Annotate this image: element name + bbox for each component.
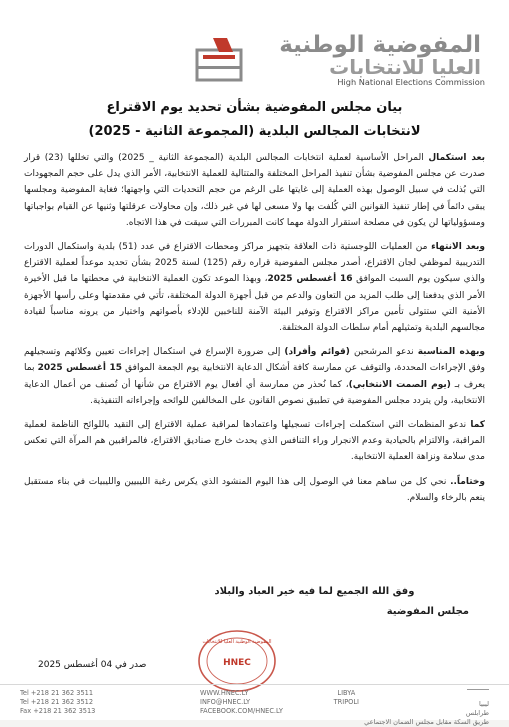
paragraph-4-segment: كما xyxy=(470,420,485,431)
paragraph-3-segment: بما يعرف بـ xyxy=(24,363,485,390)
footer-email[interactable]: INFO@HNEC.LY xyxy=(200,698,251,706)
stamp-center-text: HNEC xyxy=(223,658,251,668)
title-line-2: لانتخابات المجالس البلدية (المجموعة الثانية - 2025) xyxy=(88,124,421,139)
footer-city: طرابلس xyxy=(465,709,489,717)
footer-street: طريق السكة مقابل مجلس الضمان الاجتماعي xyxy=(364,718,489,726)
footer-address xyxy=(364,689,489,727)
footer-country-en: LIBYA xyxy=(337,689,356,697)
paragraph-1 xyxy=(24,150,485,231)
paragraph-2 xyxy=(24,239,485,336)
paragraph-2-segment: 16 أغسطس 2025 xyxy=(267,274,353,285)
paragraph-1-segment: بعد استكمال xyxy=(428,153,486,163)
footer-city-en: TRIPOLI xyxy=(333,698,359,706)
footer-tel-1: Tel +218 21 362 3511 xyxy=(20,689,94,697)
paragraph-3-segment: ، كما نُحذر من ممارسة أي أفعال يوم الاقتراع من شأنها أن تُصنف من أعمال الدعاية الانتخابية، ولن يتردد مجلس المفوضية في تطبيق نصوص القانون على المخالفين للوائحه وإجراءاته التنفيذية. xyxy=(24,379,485,406)
paragraph-3 xyxy=(24,344,485,409)
title-line-1: بيان مجلس المفوضية بشأن تحديد يوم الاقتراع xyxy=(106,100,403,115)
paragraph-3-segment: (يوم الصمت الانتخابي) xyxy=(348,379,451,390)
footer-web xyxy=(200,689,283,716)
footer-fax: Fax +218 21 362 3513 xyxy=(20,707,96,715)
paragraph-3-segment: 15 أغسطس 2025 xyxy=(37,363,122,374)
signature: مجلس المفوضية xyxy=(386,606,469,617)
statement-body xyxy=(24,150,485,514)
logo-arabic-line2: العليا للانتخابات xyxy=(329,55,481,79)
paragraph-4 xyxy=(24,417,485,466)
footer-location-en xyxy=(334,689,359,707)
page-footer xyxy=(0,684,509,726)
footer-country: ليبيا xyxy=(479,700,489,708)
paragraph-3-segment: وبهذه المناسبة xyxy=(417,347,485,358)
ballot-box-icon xyxy=(193,36,249,82)
footer-facebook[interactable]: FACEBOOK.COM/HNEC.LY xyxy=(200,707,283,715)
paragraph-5 xyxy=(24,474,485,506)
paragraph-3-segment: إلى ضرورة الإسراع في استكمال إجراءات تعيين وكلائهم وتسجيلهم وفق الإجراءات المحددة، والتوقف عن ممارسة كافة أشكال الدعاية الانتخابية يوم الجمعة الموافق xyxy=(24,347,485,374)
paragraph-3-segment: (قوائم وأفراد) xyxy=(284,347,350,358)
logo-arabic-line1: المفوضية الوطنية xyxy=(279,32,481,58)
stamp-text: المفوضية الوطنية العليا للانتخابات xyxy=(202,639,272,645)
footer-website[interactable]: WWW.HNEC.LY xyxy=(200,689,249,697)
document-title xyxy=(60,96,449,144)
footer-tel-2: Tel +218 21 362 3512 xyxy=(20,698,94,706)
divider-mark xyxy=(467,689,489,695)
hnec-logo xyxy=(189,30,489,90)
paragraph-1-segment: المراحل الأساسية لعملية انتخابات المجالس البلدية (المجموعة الثانية _ 2025) والتي تخللها (23) قرار صدرت عن مجلس المفوضية بشأن تنفيذ المراحل المختلفة والمتتالية للعملية الانتخابية، الأمر الذي يدل على حجم المجهودات التي بُذلت في سبيل الوصول بهذه العملية إلى غايتها على الرغم من حجم التحديات التي واجهتها؛ فغاية المفوضية ومجلسها يبقى دائماً في إطار تنفيذ القوانين التي كُلفت بها ولا مسعى لها في غير ذلك، وإن محاولات عرقلتها وثنيها عن القيام بواجباتها ومسؤولياتها لن يكون في مصلحة استقرار الدولة مهما كانت المبررات التي سيقت في هذا الاتجاه. xyxy=(24,153,485,228)
closing-line: وفق الله الجميع لما فيه خير العباد والبلاد xyxy=(214,586,415,597)
paragraph-5-segment: وختاماً.. xyxy=(450,476,485,487)
issue-date: صدر في 04 أغسطس 2025 xyxy=(38,660,147,670)
logo-english-name: High National Elections Commission xyxy=(337,77,485,87)
paragraph-2-segment: وبعد الانتهاء xyxy=(431,242,485,253)
paragraph-5-segment: نحي كل من ساهم معنا في الوصول إلى هذا اليوم المنشود الذي يكرس رغبة الليبيين والليبيات في بناء مستقبل ينعم بالرخاء والسلام. xyxy=(24,476,485,503)
paragraph-4-segment: ندعو المنظمات التي استكملت إجراءات تسجيلها واعتمادها لمراقبة عملية الاقتراع إلى التقيد باللوائح الناظمة لعملية المراقبة، والالتزام بالحيادية وعدم الانجرار وراء التنافس الذي يحدث خارج صناديق الاقتراع، فالمراقبين هم المرآة التي تعكس مدى سلامة ونزاهة العملية الانتخابية. xyxy=(24,420,485,463)
paragraph-2-segment: ، وبهذا الموعد تكون العملية الانتخابية في محطتها ما قبل الأخيرة الأمر الذي يدفعنا إلى طلب المزيد من التعاون والدعم من قبل أجهزة الدولة المختلفة، تأتي في مقدمتها وعلى رأسها الأجهزة الأمنية التي ستتولى تأمين مراكز الاقتراع وتوفير البيئة الآمنة للناخبين للإدلاء بأصواتهم واختيار من يرونه مناسباً لقيادة مجالسهم البلدية وتمثيلهم أمام سلطات الدولة المختلفة. xyxy=(24,274,485,334)
paragraph-2-segment: من العمليات اللوجستية ذات العلاقة بتجهيز مراكز ومحطات الاقتراع في عدد (51) بلدية واستكمال الدورات التدريبية لموظفي لجان الاقتراع، أصدر مجلس المفوضية قراره رقم (125) لسنة 2025 بشأن تحديد موعداً لعملية الاقتراع والذي سيكون يوم السبت الموافق xyxy=(24,242,485,285)
paragraph-3-segment: ندعو المرشحين xyxy=(349,347,418,358)
footer-phones xyxy=(20,689,95,716)
